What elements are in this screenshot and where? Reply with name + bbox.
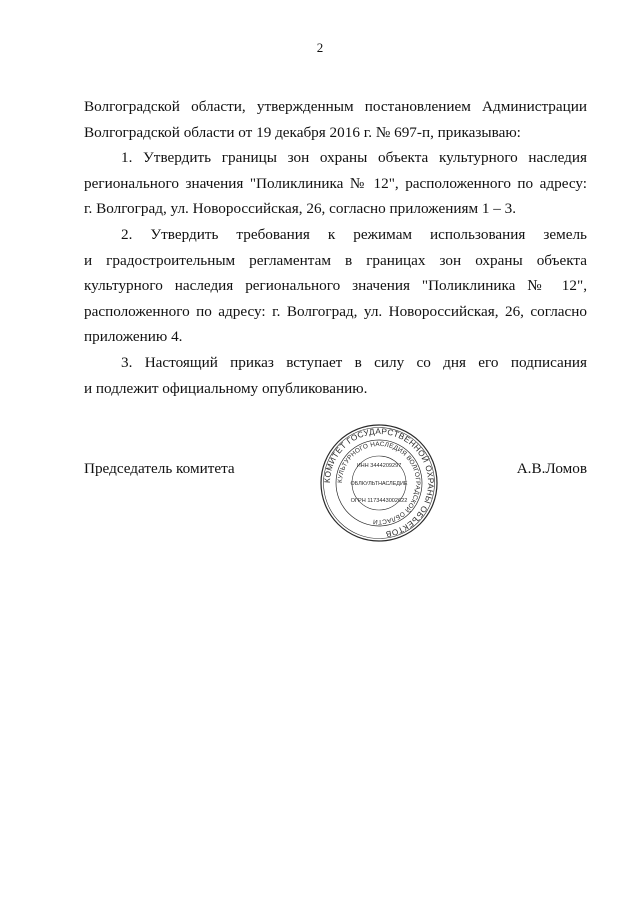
body-line: приложению 4. bbox=[84, 328, 183, 346]
body-line: и градостроительным регламентам в границах зон охраны объекта bbox=[84, 251, 587, 269]
body-line: Волгоградской области от 19 декабря 2016 г. № 697-п, приказываю: bbox=[84, 123, 521, 141]
signer-name: А.В.Ломов bbox=[516, 460, 587, 477]
seal-ogrn: ОГРН 1173443002622 bbox=[350, 498, 408, 504]
document-body bbox=[84, 94, 587, 401]
body-line: Волгоградской области, утвержденным постановлением Администрации bbox=[84, 98, 587, 115]
page-number: 2 bbox=[316, 40, 324, 55]
body-line: 1. Утвердить границы зон охраны объекта культурного наследия bbox=[121, 149, 587, 167]
body-line: и подлежит официальному опубликованию. bbox=[84, 379, 368, 397]
body-line: г. Волгоград, ул. Новороссийская, 26, согласно приложениям 1 – 3. bbox=[84, 200, 517, 218]
seal-inner-text: КУЛЬТУРНОГО НАСЛЕДИЯ ВОЛГОГРАДСКОЙ ОБЛАСТИ bbox=[336, 440, 422, 526]
seal-inn: ИНН 3444209297 bbox=[356, 463, 402, 469]
body-line: культурного наследия регионального значения "Поликлиника № 12", bbox=[84, 277, 587, 295]
seal-center-text: ОБЛКУЛЬТНАСЛЕДИЕ bbox=[350, 481, 408, 487]
seal-outer-text: КОМИТЕТ ГОСУДАРСТВЕННОЙ ОХРАНЫ ОБЪЕКТОВ bbox=[322, 426, 436, 539]
seal-graphic bbox=[318, 422, 440, 544]
body-line: 3. Настоящий приказ вступает в силу со дня его подписания bbox=[121, 353, 587, 371]
official-seal bbox=[318, 422, 440, 544]
body-line: 2. Утвердить требования к режимам использования земель bbox=[121, 225, 587, 243]
signer-title: Председатель комитета bbox=[84, 460, 235, 477]
body-line: регионального значения "Поликлиника № 12", расположенного по адресу: bbox=[84, 174, 587, 192]
body-line: расположенного по адресу: г. Волгоград, ул. Новороссийская, 26, согласно bbox=[84, 302, 587, 320]
